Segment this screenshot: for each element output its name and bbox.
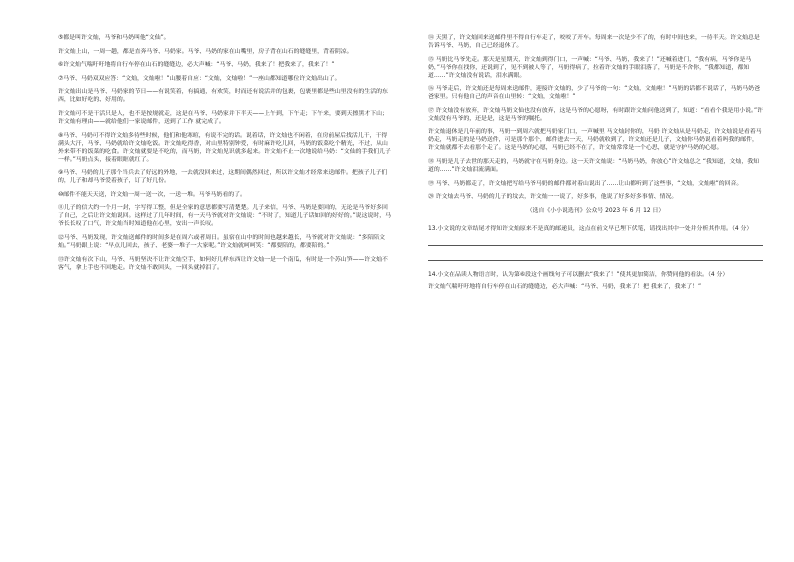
story-paragraph: ⑪儿子的信大约一个月一封，字写得工整，但是全家的意思都要写清楚楚。儿子来信，马爷、马奶是要回的，无论是马爷好多回了自己，之后让许文灿说回。这样过了几年时间，有一天马爷就对许文灿说：“不时了，知道儿子话如回的好好的。”说这说时，马爷长长叹了口气，许文灿当时知道他在心里，安出一声长叹。 bbox=[58, 205, 392, 228]
quoted-sentence: 许文灿气喘吁吁地将自行车停在山石的缝缝边，必大声喊：“马爷、马奶，我来了！把 我来了，我来了！” bbox=[428, 284, 702, 291]
story-paragraph: 许文灿上山，一周一趟，都是直奔马爷、马奶家。马爷、马奶的家在山嘴里，房子背在山石的缝缝里，背着阴凉。 bbox=[58, 48, 353, 55]
story-paragraph: ⑥许文灿气喘吁吁地将自行车停在山石的缝缝边，必大声喊：“马爷、马奶，我来了！把我来了，我来了！” bbox=[58, 62, 335, 69]
left-column bbox=[58, 34, 393, 277]
story-paragraph: ⑲ 马爷、马奶都走了，许文灿把写给马爷马奶的邮件都对着山说出了……让山都听到了这些事，“文灿，文灿啦”的回音。 bbox=[428, 180, 743, 187]
story-paragraph: ⑮ 马奶比马爷先走。那天是星期天，许文灿到得门口，一声喊：“马爷、马奶，我来了！”还喊着进门，“我有病，马爷你是马奶，”马爷你在找你，还说到了，见不到被人等了，马奶得病了，拉着许文灿的手眼泪落了，马奶是不舍你，“我都知道，都知道……”许文灿没有说话，泪水满眼。 bbox=[428, 56, 752, 79]
story-paragraph: 许文灿可不是干活只是人，也不是按规就走，这是在马爷、马奶家并下半天——上午到，下午走；下午来，要到天擦黑才下山；许文灿有理由——就给他们一家说邮件，送到了工作 就完成了。 bbox=[58, 110, 388, 125]
story-paragraph: ⑬许文灿有次下山，马爷、马奶坚决不让许文灿空手，如何好几样东西让许文灿一是一个南瓜，有时是一个苏山笋——许文灿不客气，拿上手也不回地走。许文灿不敢回头，一回头就掉泪了。 bbox=[58, 256, 388, 271]
answer-line[interactable] bbox=[428, 252, 763, 261]
story-paragraph: ⑫马爷、马奶发现，许文灿送邮件的时间多是在周六或者周日。虽宿在山中的时间也越来越长，马爷就对许文灿说：“多陪陪文灿。”马奶跟上说：“早点儿回去，孩子、老婆一堆子一大家呢。”许文灿就呵呵笑：“都要陪的，都要陪的。” bbox=[58, 234, 386, 249]
story-paragraph: ⑧马爷、马奶可不得许文灿多待些时候，他们和他寒暄，有说不完的话。说着话，许文灿也不闲着，在房前屋后找活儿干，干得满头大汗，马爷、马奶就给许文灿吃饭。许文灿吃得香，对山里特别钟爱，有时麻许吃儿回，马奶的饭菜吃个精光，不过，从山外来带不的饭菜的吃食。许文灿就要是不吃的，而马奶，许文灿见识就多起来。许文灿不止一次地说给马奶：“文仙的手我们儿子一样。”马奶点头，接着眼眶就红了。 bbox=[58, 132, 391, 163]
question-14: 14.小文在品读人物语言时，认为第⑥段这个画线句子可以删去“我来了！”使其更加简洁，你赞同他的看法。（4 分） bbox=[428, 272, 729, 279]
story-paragraph: ⑨马爷、马奶的儿子那个当兵去了好远的外地，一去就没回来过，这期间偶然回过，所以许文灿才经常来送邮件。把孩子儿子们的，儿子和却马爷爱着孩子，订了好几份。 bbox=[58, 170, 388, 185]
story-paragraph: ⑯ 马爷走后，许文灿还是每周来送邮件，迎接许文灿的，少了马爷的一句：“文灿，文灿啦！”马奶的话都不说话了，马奶马奶爸爸家里。只有他自己的声音在山里转：“文灿，文灿啦！” bbox=[428, 86, 760, 101]
story-paragraph: 许文灿退休是几年前的事，马奶一到周六就把马奶家门口，一声喊里 马文灿封你的，马奶 许文灿从是马奶走，许文灿说是看着马奶走，马奶走的是马奶送件，可是那个那个，邮件进去一天，马奶就收到了，许文灿还是儿子，文灿你马奶说看着吗我的邮件，许文灿就都不去看那个走了。这是马奶的心愿，马奶已经不在了，许文灿常常是一个心思，就是守护马奶的心愿。 bbox=[428, 129, 762, 152]
answer-line[interactable] bbox=[428, 237, 763, 246]
right-column bbox=[428, 34, 763, 297]
story-paragraph: ⑦马爷、马奶双双应答：“文灿，文灿啦！”山腰着自应：“文灿，文灿啦！”一座山都知道哪位许文灿出山了。 bbox=[58, 75, 341, 82]
question-13: 13.小文说的文章结尾才得知许文灿原来不是真的邮递员，这点在前文早已埋下伏笔，请找出其中一处并分析其作用。（4 分） bbox=[428, 226, 753, 233]
story-paragraph: ⑩邮件不能天天送，许文灿一周一送一次，一送一堆。马爷马奶看的了。 bbox=[58, 191, 246, 198]
source-citation: （选自《小小说选刊》公众号 2023 年 6 月 12 日） bbox=[526, 208, 665, 215]
story-paragraph: 许文灿出山是马爷、马奶家的节日——有说笑着，有搞通，有欢笑，时而还有说活并的包裹，包裹里都是些山里没有的生活的东西，比如好吃的、好用的。 bbox=[58, 89, 388, 104]
story-paragraph: ⑰ 许文灿没有放弃，许文灿马奶文仙也没有放弃，这是马爷的心愿呀，有时跟许文灿问他送到了，知道：“看看个我是用小说。”许文灿没有马爷的，还是是，这是马爷的嘱托。 bbox=[428, 107, 763, 122]
story-paragraph: ⑤都是叫许文灿，马爷和马奶叫他“文仙”。 bbox=[58, 35, 170, 41]
story-paragraph: ⑭ 天黑了，许文灿回来送邮件里不得自行车走了，咬咬了开车。每周来一次是少不了的，有时中间也来，一待半天。许文灿总是告诉马爷、马奶，自己已经退休了。 bbox=[428, 35, 760, 49]
story-paragraph: ⑱ 马奶是儿子去世的那天走的，马奶就守在马奶身边。这一天许文灿说：“马奶马奶，你放心”许文灿总之 “我知道，文灿，我知道的……”许文灿泪流满面。 bbox=[428, 158, 759, 173]
story-paragraph: ⑳ 许文灿去马爷、马奶的儿子的坟去，许文灿一一说了，好多事，他说了好多好多事情、情况。 bbox=[428, 194, 678, 201]
